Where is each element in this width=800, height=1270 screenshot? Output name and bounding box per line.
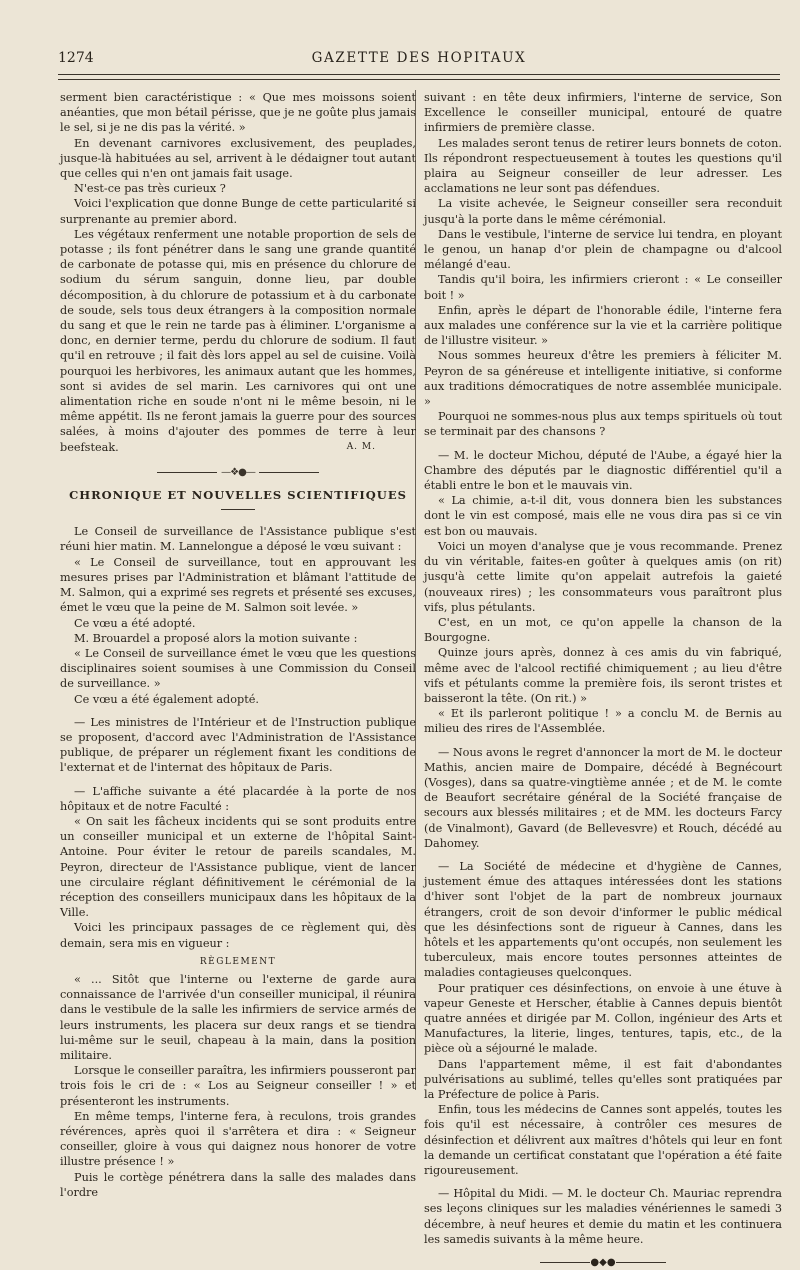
paragraph: — La Société de médecine et d'hygiène de Cannes, justement émue des attaques intéressées dont les stations d'hiver sont l'objet de la part de nombreux journaux étrangers, croit de son devoir d'informer le public médical que les désinfections sont de rigueur à Cannes, dans les hôtels et les appartements qu'ont occupés, non seulement les tuberculeux, mais encore toutes personnes atteintes de maladies contagieuses quelconques. (424, 859, 782, 980)
paragraph: — Nous avons le regret d'annoncer la mort de M. le docteur Mathis, ancien maire de Dompaire, décédé à Begnécourt (Vosges), dans sa quatre-vingtième année ; et de M. le comte de Beaufort secrétaire général de la Société française de secours aux blessés militaires ; et de MM. les docteurs Farcy (de Vinalmont), Gavard (de Bellevesvre) et Rouch, décédé au Dahomey. (424, 745, 782, 850)
paragraph: Pourquoi ne sommes-nous plus aux temps spirituels où tout se terminait par des chansons ? (424, 410, 782, 439)
paragraph: Tandis qu'il boira, les infirmiers crieront : « Le conseiller boit ! » (424, 273, 782, 302)
left-column (60, 90, 416, 1200)
paragraph: Ce vœu a été adopté. (74, 616, 196, 630)
paragraph: Pour pratiquer ces désinfections, on envoie à une étuve à vapeur Geneste et Herscher, établie à Cannes depuis bientôt quatre années et dirigée par M. Collon, ingénieur des Arts et Manufactures, la literie, linges, tentures, tapis, etc., de la pièce où a séjourné le malade. (424, 981, 782, 1056)
paragraph: Dans le vestibule, l'interne de service lui tendra, en ployant le genou, un hanap d'or plein de champagne ou d'alcool mélangé d'eau. (424, 227, 782, 272)
paragraph: — L'affiche suivante a été placardée à la porte de nos hôpitaux et de notre Faculté : (60, 784, 416, 813)
paragraph: « Le Conseil de surveillance émet le vœu que les questions disciplinaires soient soumises à une Commission du Conseil de surveillance. » (60, 646, 416, 691)
end-ornament: ●◆● (424, 1255, 782, 1270)
page-number: 1274 (58, 50, 94, 66)
paragraph: Enfin, tous les médecins de Cannes sont appelés, toutes les fois qu'il est nécessaire, à contrôler ces mesures de désinfection et délivrent aux maîtres d'hôtels qui leur en font la demande un certificat constatant que l'opération a été faite rigoureusement. (424, 1103, 782, 1178)
paragraph: serment bien caractéristique : « Que mes moissons soient anéanties, que mon bétail périsse, que je ne goûte plus jamais le sel, si je ne dis pas la vérité. » (60, 91, 416, 135)
paragraph-text: Les végétaux renferment une notable proportion de sels de potasse ; ils font pénétrer dans le sang une grande quantité de carbonate de potasse qui, mis en présence du chlorure de sodium du sérum sanguin, donne lieu, par double décomposition, à du chlorure de potassium et à du carbonate de soude, sels tous deux étrangers à la composition normale du sang et que le rein ne tarde pas à éliminer. L'organisme a donc, en dernier terme, perdu du chlorure de sodium. Il faut qu'il en retrouve ; il fait dès lors appel au sel de cuisine. Voilà pourquoi les herbivores, les animaux autant que les hommes, sont si avides de sel marin. Les carnivores qui ont une alimentation riche en soude n'ont ni le même besoin, ni le même appétit. Ils ne feront jamais la guerre pour des sources salées, à moins d'ajouter des pommes de terre à leur beefsteak. (60, 227, 416, 454)
running-title: GAZETTE DES HOPITAUX (311, 50, 527, 66)
right-column (424, 90, 782, 1270)
paragraph: — Les ministres de l'Intérieur et de l'Instruction publique se proposent, d'accord avec l'Administration de l'Assistance publique, de préparer un réglement fixant les conditions de l'externat et de l'internat des hôpitaux de Paris. (60, 715, 416, 775)
paragraph: Voici les principaux passages de ce règlement qui, dès demain, sera mis en vigueur : (60, 921, 416, 950)
reglement-heading: RÈGLEMENT (199, 956, 277, 967)
paragraph: N'est-ce pas très curieux ? (74, 182, 226, 196)
ornament-divider: —❖●— (60, 465, 416, 480)
paragraph: Voici l'explication que donne Bunge de cette particularité si surprenante au premier abord. (60, 197, 416, 226)
paragraph: Les malades seront tenus de retirer leurs bonnets de coton. Ils répondront respectueusement à toutes les questions qu'il plaira au Seigneur conseiller de leur adresser. Les acclamations ne leur sont pas défendues. (424, 136, 782, 196)
paragraph (60, 227, 416, 455)
paragraph: Nous sommes heureux d'être les premiers à féliciter M. Peyron de sa généreuse et intelligente initiative, si conforme aux traditions démocratiques de notre assemblée municipale. » (424, 349, 782, 409)
header-rule (58, 74, 780, 80)
paragraph: « La chimie, a-t-il dit, vous donnera bien les substances dont le vin est composé, mais elle ne vous dira pas si ce vin est bon ou mauvais. (424, 494, 782, 538)
paragraph: Le Conseil de surveillance de l'Assistance publique s'est réuni hier matin. M. Lannelongue a déposé le vœu suivant : (60, 525, 416, 554)
paragraph: « On sait les fâcheux incidents qui se sont produits entre un conseiller municipal et un externe de l'hôpital Saint-Antoine. Pour éviter le retour de pareils scandales, M. Peyron, directeur de l'Assistance publique, vient de lancer une circulaire réglant définitivement le cérémonial de la réception des conseillers municipaux dans les hôpitaux de la Ville. (60, 814, 416, 920)
paragraph: C'est, en un mot, ce qu'on appelle la chanson de la Bourgogne. (424, 615, 782, 645)
paragraph: « Le Conseil de surveillance, tout en approuvant les mesures prises par l'Administration et blâmant l'attitude de M. Salmon, qui a exprimé ses regrets et présenté ses excuses, émet le vœu que la peine de M. Salmon soit levée. » (60, 555, 416, 615)
paragraph: Puis le cortège pénétrera dans la salle des malades dans l'ordre (60, 1170, 416, 1199)
paragraph: suivant : en tête deux infirmiers, l'interne de service, Son Excellence le conseiller municipal, entouré de quatre infirmiers de première classe. (424, 91, 782, 135)
section-title: CHRONIQUE ET NOUVELLES SCIENTIFIQUES (69, 488, 407, 503)
paragraph: Lorsque le conseiller paraîtra, les infirmiers pousseront par trois fois le cri de : « Los au Seigneur conseiller ! » et présenteront les instruments. (60, 1064, 416, 1108)
paragraph: « ... Sitôt que l'interne ou l'externe de garde aura connaissance de l'arrivée d'un conseiller municipal, il réunira dans le vestibule de la salle les infirmiers de service armés de leurs instruments, les placera sur deux rangs et se tiendra lui-même sur le seuil, chapeau à la main, dans la position militaire. (60, 972, 416, 1062)
paragraph: La visite achevée, le Seigneur conseiller sera reconduit jusqu'à la porte dans le même cérémonial. (424, 197, 782, 226)
paragraph: En même temps, l'interne fera, à reculons, trois grandes révérences, après quoi il s'arrêtera et dira : « Seigneur conseiller, gloire à vous qui daignez nous honorer de votre illustre présence ! » (60, 1109, 416, 1169)
page-header (58, 50, 780, 72)
paragraph: Voici un moyen d'analyse que je vous recommande. Prenez du vin véritable, faites-en goûter à quelques amis (on rit) jusqu'à cette limite qu'on appelait autrefois la gaieté (nouveaux rires) ; les consommateurs vous paraîtront plus vifs, plus pétulants. (424, 539, 782, 614)
paragraph: En devenant carnivores exclusivement, des peuplades, jusque-là habituées au sel, arrivent à le dédaigner tout autant que celles qui n'en ont jamais fait usage. (60, 136, 416, 181)
paragraph: Enfin, après le départ de l'honorable édile, l'interne fera aux malades une conférence sur la vie et la carrière politique de l'illustre visiteur. » (424, 303, 782, 348)
section-rule (221, 509, 255, 510)
paragraph: Dans l'appartement même, il est fait d'abondantes pulvérisations au sublimé, telles qu'elles sont pratiquées par la Préfecture de police à Paris. (424, 1057, 782, 1101)
paragraph: Ce vœu a été également adopté. (74, 692, 259, 706)
paragraph: — Hôpital du Midi. — M. le docteur Ch. Mauriac reprendra ses leçons cliniques sur les maladies vénériennes le samedi 3 décembre, à neuf heures et demie du matin et les continuera les samedis suivants à la même heure. (424, 1187, 782, 1246)
paragraph: — M. le docteur Michou, député de l'Aube, a égayé hier la Chambre des députés par le diagnostic différentiel qu'il a établi entre le bon et le mauvais vin. (424, 448, 782, 493)
paragraph: Quinze jours après, donnez à ces amis du vin fabriqué, même avec de l'alcool rectifié chimiquement ; au lieu d'être vifs et pétulants comme la première fois, ils seront tristes et baisseront la tête. (On rit.) » (424, 646, 782, 705)
paragraph: « Et ils parleront politique ! » a conclu M. de Bernis au milieu des rires de l'Assemblée. (424, 707, 782, 736)
paragraph: M. Brouardel a proposé alors la motion suivante : (74, 631, 358, 645)
author-signature: A. M. (346, 441, 376, 452)
